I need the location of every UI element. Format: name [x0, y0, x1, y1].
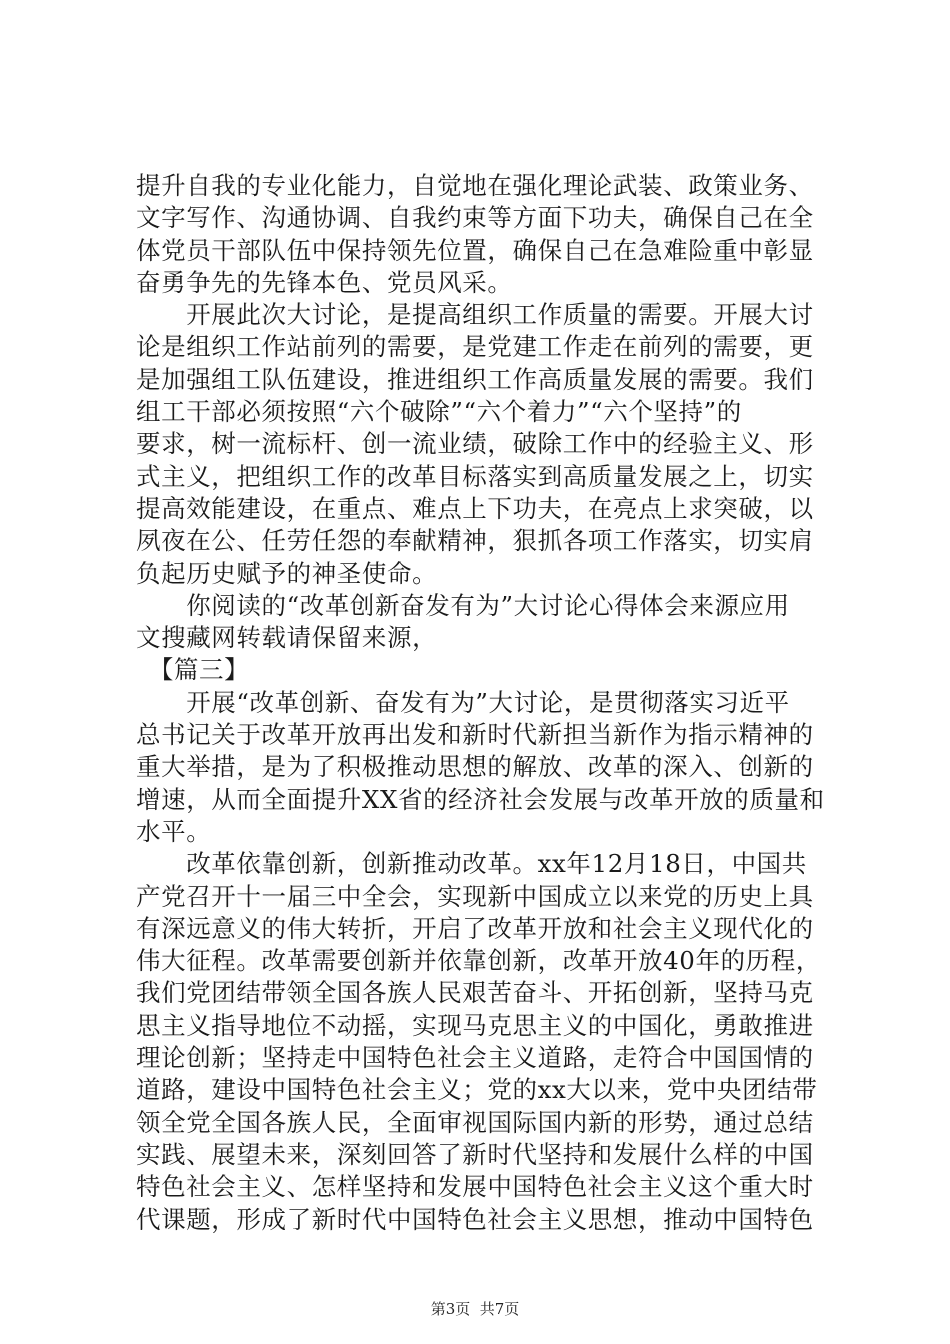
page-footer	[0, 1299, 950, 1319]
text-line: 道路，建设中国特色社会主义；党的xx大以来，党中央团结带	[136, 1075, 818, 1105]
text-line: 思主义指导地位不动摇，实现马克思主义的中国化，勇敢推进	[136, 1010, 814, 1040]
text-line: 增速，从而全面提升XX省的经济社会发展与改革开放的质量和	[136, 784, 825, 814]
text-line: 产党召开十一届三中全会，实现新中国成立以来党的历史上具	[136, 881, 814, 911]
text-line: 水平。	[136, 816, 212, 846]
text-line: 组工干部必须按照“六个破除”“六个着力”“六个坚持”的	[136, 397, 742, 427]
text-line: 提升自我的专业化能力，自觉地在强化理论武装、政策业务、	[136, 171, 814, 200]
text-line: 要求，树一流标杆、创一流业绩，破除工作中的经验主义、形	[136, 429, 814, 459]
text-line: 特色社会主义、怎样坚持和发展中国特色社会主义这个重大时	[136, 1172, 814, 1202]
page-number: 第3页 共7页	[430, 1300, 520, 1318]
text-line: 我们党团结带领全国各族人民艰苦奋斗、开拓创新，坚持马克	[136, 978, 814, 1008]
text-line: 文搜藏网转载请保留来源，	[136, 623, 438, 653]
text-line: 是加强组工队伍建设，推进组织工作高质量发展的需要。我们	[136, 364, 814, 394]
text-line: 开展“改革创新、奋发有为”大讨论，是贯彻落实习近平	[136, 687, 790, 717]
text-line: 实践、展望未来，深刻回答了新时代坚持和发展什么样的中国	[136, 1139, 814, 1169]
text-line: 式主义，把组织工作的改革目标落实到高质量发展之上，切实	[136, 461, 814, 491]
text-line: 论是组织工作站前列的需要，是党建工作走在前列的需要，更	[136, 332, 814, 362]
section-heading: 【篇三】	[136, 655, 250, 685]
text-line: 重大举措，是为了积极推动思想的解放、改革的深入、创新的	[136, 752, 814, 782]
text-line: 理论创新；坚持走中国特色社会主义道路，走符合中国国情的	[136, 1043, 814, 1073]
text-line: 你阅读的“改革创新奋发有为”大讨论心得体会来源应用	[136, 590, 790, 620]
text-line: 有深远意义的伟大转折，开启了改革开放和社会主义现代化的	[136, 913, 814, 943]
text-line: 开展此次大讨论，是提高组织工作质量的需要。开展大讨	[136, 300, 814, 330]
text-line: 改革依靠创新，创新推动改革。xx年12月18日，中国共	[136, 849, 807, 879]
text-line: 领全党全国各族人民，全面审视国际国内新的形势，通过总结	[136, 1107, 814, 1137]
text-line: 负起历史赋予的神圣使命。	[136, 558, 438, 588]
text-line: 代课题，形成了新时代中国特色社会主义思想，推动中国特色	[136, 1204, 814, 1234]
text-line: 体党员干部队伍中保持领先位置，确保自己在急难险重中彰显	[136, 235, 814, 265]
text-line: 伟大征程。改革需要创新并依靠创新，改革开放40年的历程，	[136, 946, 821, 976]
text-line: 奋勇争先的先锋本色、党员风采。	[136, 267, 513, 297]
text-line: 总书记关于改革开放再出发和新时代新担当新作为指示精神的	[136, 720, 814, 750]
text-line: 提高效能建设，在重点、难点上下功夫，在亮点上求突破，以	[136, 493, 814, 523]
text-line: 文字写作、沟通协调、自我约束等方面下功夫，确保自己在全	[136, 203, 814, 233]
text-line: 夙夜在公、任劳任怨的奉献精神，狠抓各项工作落实，切实肩	[136, 526, 814, 556]
document-body	[136, 170, 836, 1236]
